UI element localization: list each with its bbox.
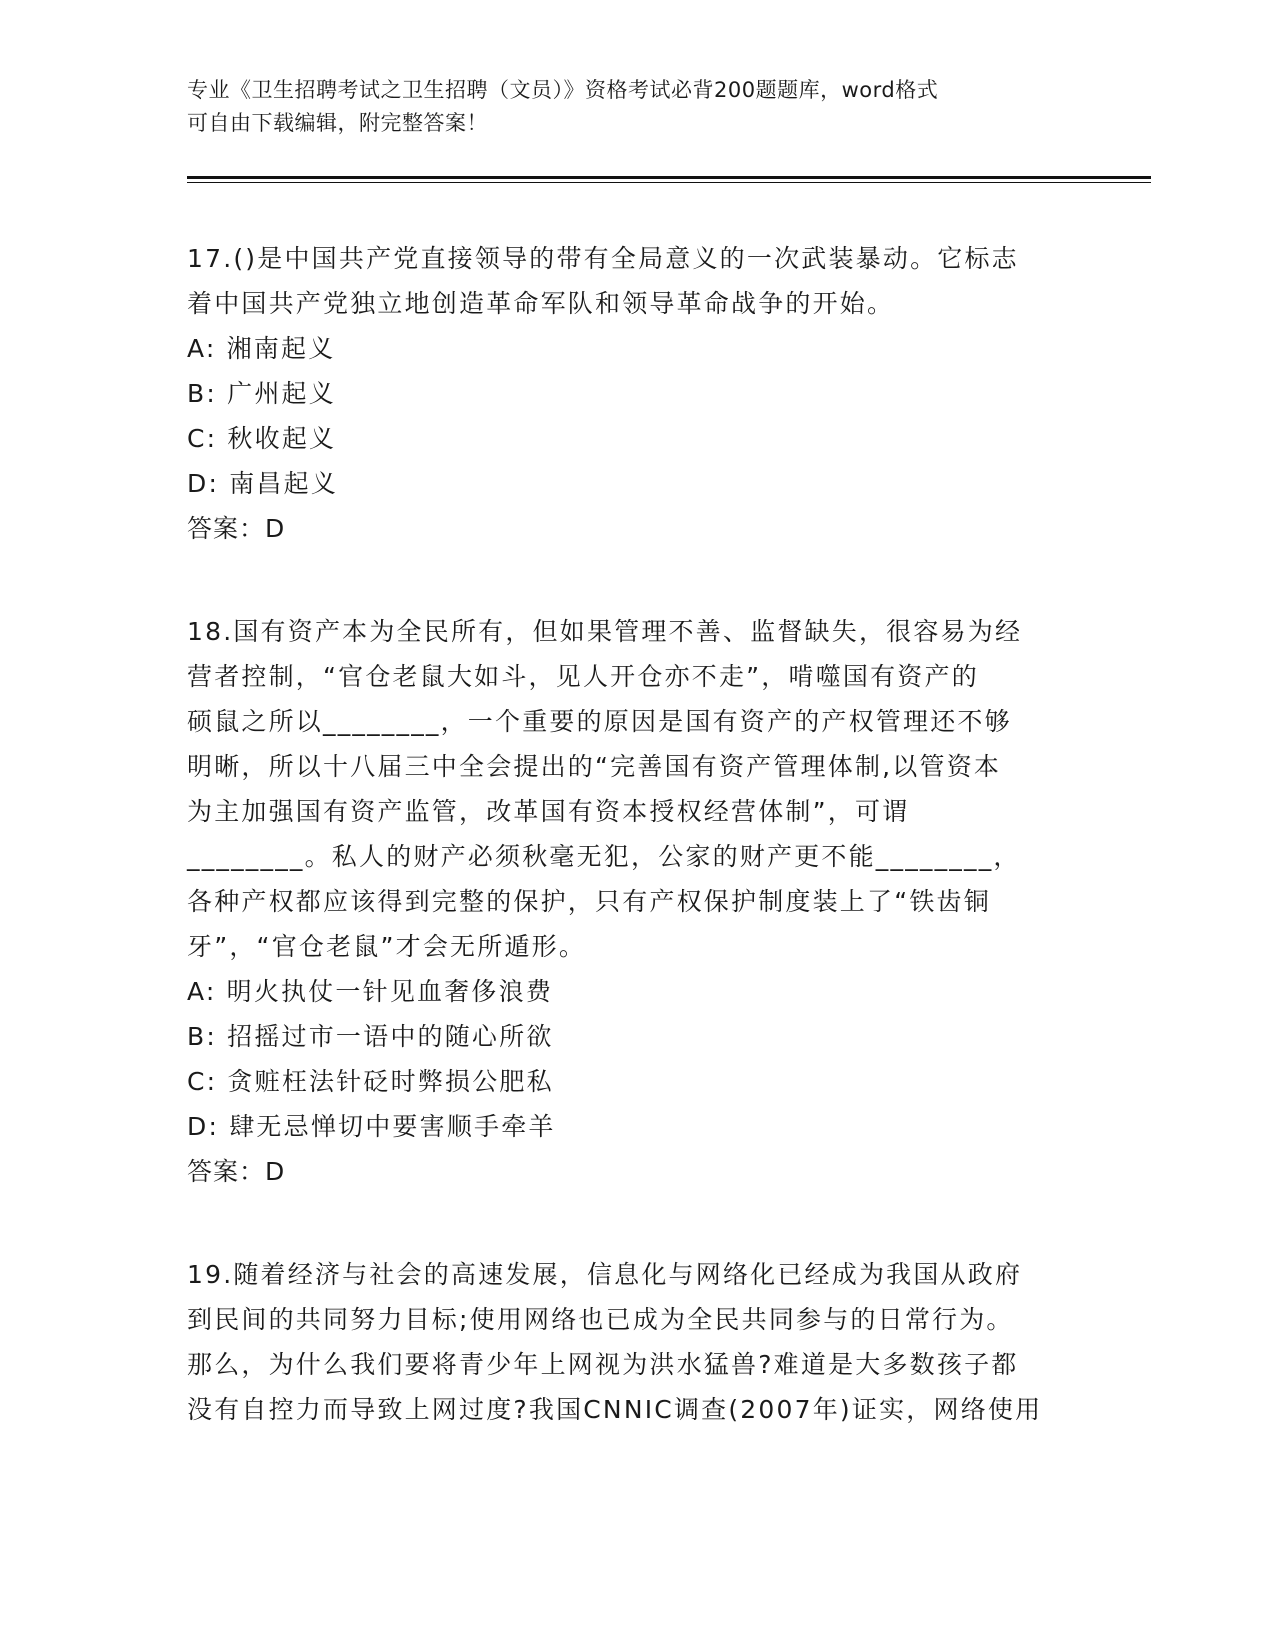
option-a: A: 湘南起义	[187, 334, 336, 363]
question-text-line: 明晰，所以十八届三中全会提出的“完善国有资产管理体制,以管资本	[187, 752, 1002, 781]
question-text-line: ________。私人的财产必须秋毫无犯，公家的财产更不能________，	[187, 842, 1021, 871]
question-text-line: 各种产权都应该得到完整的保护，只有产权保护制度装上了“铁齿铜	[187, 887, 991, 916]
header-divider-thick	[187, 176, 1151, 179]
question-text-line: 为主加强国有资产监管，改革国有资本授权经营体制”，可谓	[187, 797, 910, 826]
question-text-line: 牙”，“官仓老鼠”才会无所遁形。	[187, 932, 587, 961]
question-text-line: 到民间的共同努力目标;使用网络也已成为全民共同参与的日常行为。	[187, 1305, 1014, 1334]
answer-line: 答案：D	[187, 1157, 286, 1186]
option-b: B: 广州起义	[187, 379, 336, 408]
question-text-line: 19.随着经济与社会的高速发展，信息化与网络化已经成为我国从政府	[187, 1260, 1023, 1289]
header-line-2: 可自由下载编辑，附完整答案！	[187, 111, 488, 135]
header-line-1: 专业《卫生招聘考试之卫生招聘（文员）》资格考试必背200题题库，word格式	[187, 78, 939, 102]
option-d: D: 南昌起义	[187, 469, 339, 498]
question-19	[187, 1252, 1087, 1432]
question-18	[187, 609, 1087, 1194]
question-text-line: 17.()是中国共产党直接领导的带有全局意义的一次武装暴动。它标志	[187, 244, 1019, 273]
option-b: B: 招摇过市一语中的随心所欲	[187, 1022, 554, 1051]
question-text-line: 18.国有资产本为全民所有，但如果管理不善、监督缺失，很容易为经	[187, 617, 1023, 646]
option-c: C: 秋收起义	[187, 424, 337, 453]
question-text-line: 硕鼠之所以________，一个重要的原因是国有资产的产权管理还不够	[187, 707, 1012, 736]
option-c: C: 贪赃枉法针砭时弊损公肥私	[187, 1067, 554, 1096]
document-header	[187, 74, 1087, 140]
answer-line: 答案：D	[187, 514, 286, 543]
header-divider-thin	[187, 182, 1151, 183]
question-17	[187, 236, 1087, 551]
option-d: D: 肆无忌惮切中要害顺手牵羊	[187, 1112, 556, 1141]
question-text-line: 着中国共产党独立地创造革命军队和领导革命战争的开始。	[187, 289, 895, 318]
question-text-line: 营者控制，“官仓老鼠大如斗，见人开仓亦不走”，啃噬国有资产的	[187, 662, 979, 691]
question-text-line: 没有自控力而导致上网过度?我国CNNIC调查(2007年)证实，网络使用	[187, 1395, 1043, 1424]
document-body	[187, 236, 1087, 1490]
question-text-line: 那么，为什么我们要将青少年上网视为洪水猛兽?难道是大多数孩子都	[187, 1350, 1019, 1379]
option-a: A: 明火执仗一针见血奢侈浪费	[187, 977, 554, 1006]
